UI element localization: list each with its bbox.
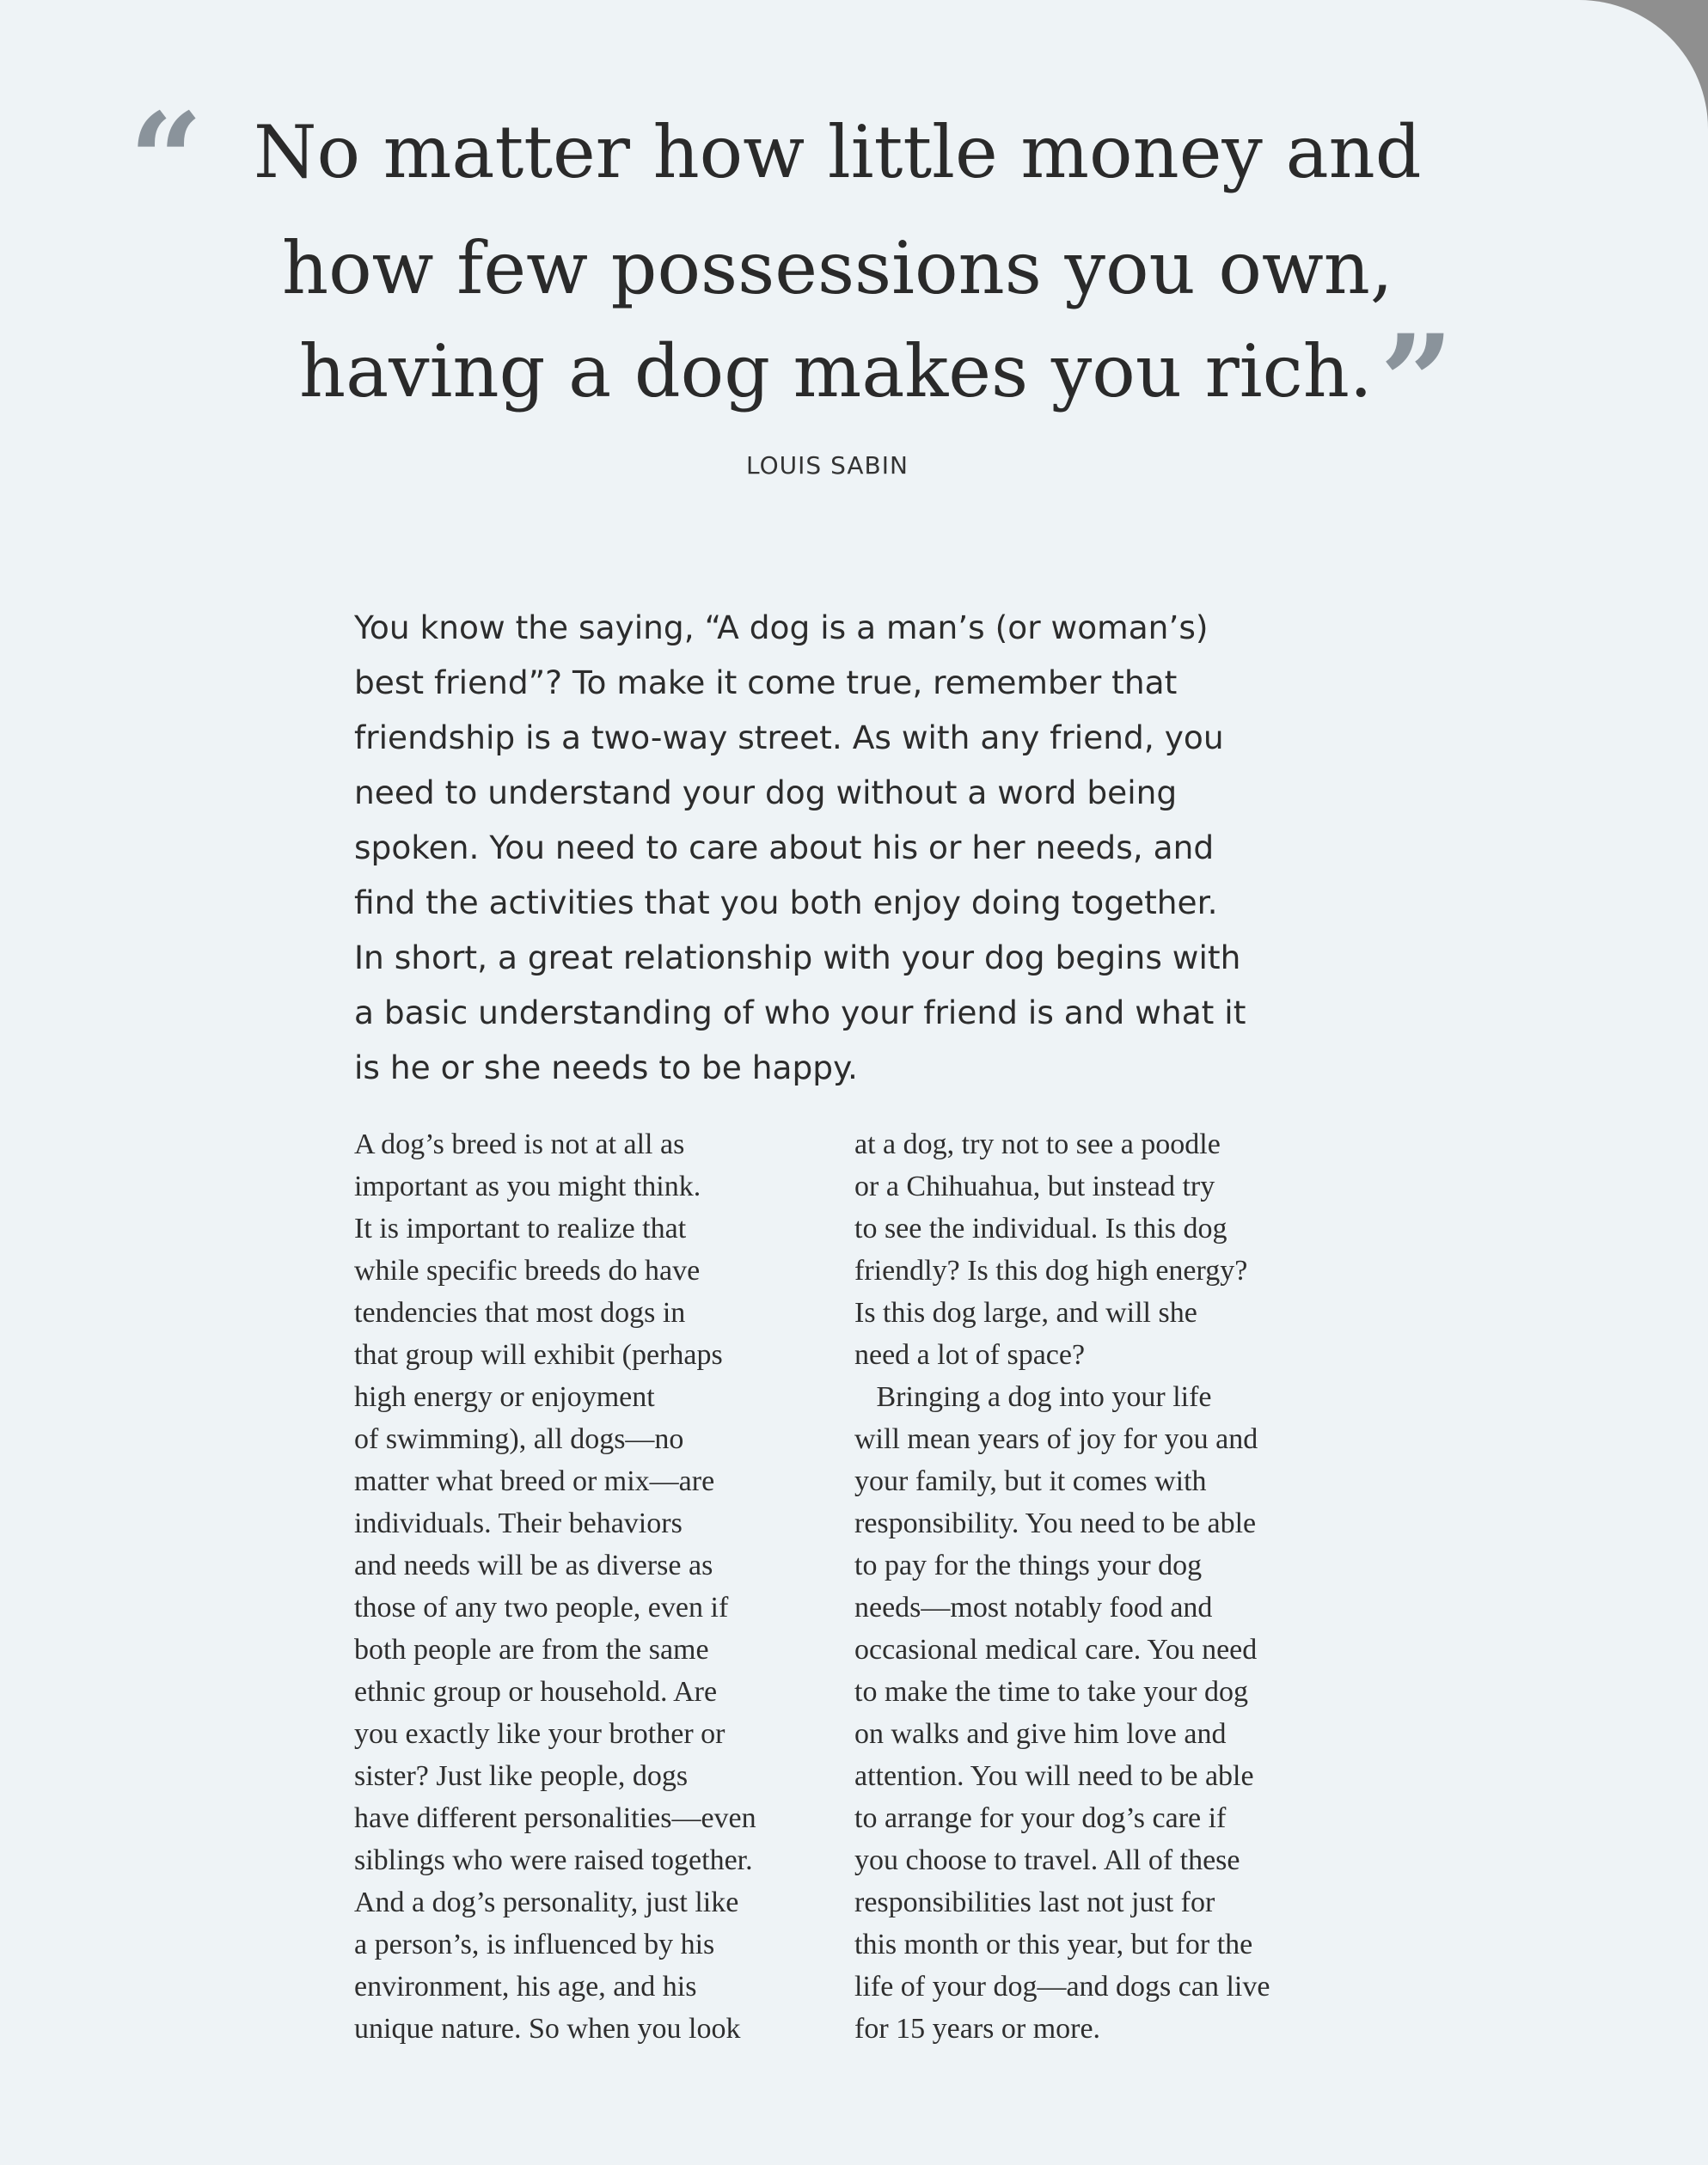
body-line: at a dog, try not to see a poodle — [854, 1128, 1221, 1160]
body-line: high energy or enjoyment — [354, 1381, 655, 1413]
body-line: attention. You will need to be able — [854, 1760, 1254, 1792]
intro-line: need to understand your dog without a word being — [354, 774, 1178, 811]
quote-attribution: LOUIS SABIN — [746, 451, 909, 480]
body-line: both people are from the same — [354, 1634, 709, 1666]
quote-line-2: how few possessions you own, — [282, 226, 1393, 310]
body-line: Bringing a dog into your life — [854, 1381, 1212, 1413]
body-line: while specific breeds do have — [354, 1255, 701, 1287]
body-line: and needs will be as diverse as — [354, 1550, 713, 1581]
quote-line-3: having a dog makes you rich. — [299, 329, 1373, 413]
body-line: a person’s, is influenced by his — [354, 1929, 715, 1960]
body-line: friendly? Is this dog high energy? — [854, 1255, 1248, 1287]
body-line: to pay for the things your dog — [854, 1550, 1203, 1581]
body-line: And a dog’s personality, just like — [354, 1887, 739, 1918]
body-line: ethnic group or household. Are — [354, 1676, 718, 1708]
intro-line: You know the saying, “A dog is a man’s (or woman’s) — [354, 609, 1209, 646]
body-line: responsibilities last not just for — [854, 1887, 1215, 1918]
body-line: you choose to travel. All of these — [854, 1844, 1240, 1876]
quote-line-1: No matter how little money and — [254, 110, 1422, 194]
open-quote-mark: “ — [129, 85, 204, 236]
body-line: tendencies that most dogs in — [354, 1297, 686, 1329]
body-line: have different personalities—even — [354, 1802, 756, 1834]
body-line: important as you might think. — [354, 1171, 701, 1202]
intro-line: a basic understanding of who your friend is and what it — [354, 994, 1246, 1031]
body-line: life of your dog—and dogs can live — [854, 1971, 1270, 2003]
body-line: that group will exhibit (perhaps — [354, 1339, 723, 1371]
body-line: individuals. Their behaviors — [354, 1508, 683, 1539]
body-line: or a Chihuahua, but instead try — [854, 1171, 1215, 1202]
body-line: of swimming), all dogs—no — [354, 1423, 684, 1455]
body-line: on walks and give him love and — [854, 1718, 1227, 1750]
body-line: A dog’s breed is not at all as — [354, 1128, 685, 1160]
body-line: you exactly like your brother or — [354, 1718, 725, 1750]
body-line: It is important to realize that — [354, 1213, 687, 1245]
intro-line: is he or she needs to be happy. — [354, 1049, 858, 1086]
body-line: responsibility. You need to be able — [854, 1508, 1257, 1539]
body-line: those of any two people, even if — [354, 1592, 729, 1624]
intro-line: spoken. You need to care about his or her needs, and — [354, 829, 1215, 866]
body-line: sister? Just like people, dogs — [354, 1760, 689, 1792]
body-line: matter what breed or mix—are — [354, 1465, 715, 1497]
body-line: will mean years of joy for you and — [854, 1423, 1258, 1455]
body-line: to make the time to take your dog — [854, 1676, 1248, 1708]
body-line: needs—most notably food and — [854, 1592, 1213, 1624]
body-line: Is this dog large, and will she — [854, 1297, 1197, 1329]
body-line: siblings who were raised together. — [354, 1844, 753, 1876]
intro-line: friendship is a two-way street. As with any friend, you — [354, 719, 1224, 756]
close-quote-mark: ” — [1380, 307, 1454, 458]
intro-line: find the activities that you both enjoy doing together. — [354, 884, 1218, 921]
body-line: your family, but it comes with — [854, 1465, 1207, 1497]
body-line: occasional medical care. You need — [854, 1634, 1258, 1666]
body-line: unique nature. So when you look — [354, 2013, 741, 2045]
body-line: for 15 years or more. — [854, 2013, 1101, 2045]
body-line: this month or this year, but for the — [854, 1929, 1253, 1960]
intro-line: best friend”? To make it come true, remember that — [354, 664, 1178, 701]
body-line: environment, his age, and his — [354, 1971, 697, 2003]
body-line: need a lot of space? — [854, 1339, 1086, 1371]
body-line: to arrange for your dog’s care if — [854, 1802, 1227, 1834]
body-line: to see the individual. Is this dog — [854, 1213, 1227, 1245]
intro-line: In short, a great relationship with your dog begins with — [354, 939, 1241, 976]
